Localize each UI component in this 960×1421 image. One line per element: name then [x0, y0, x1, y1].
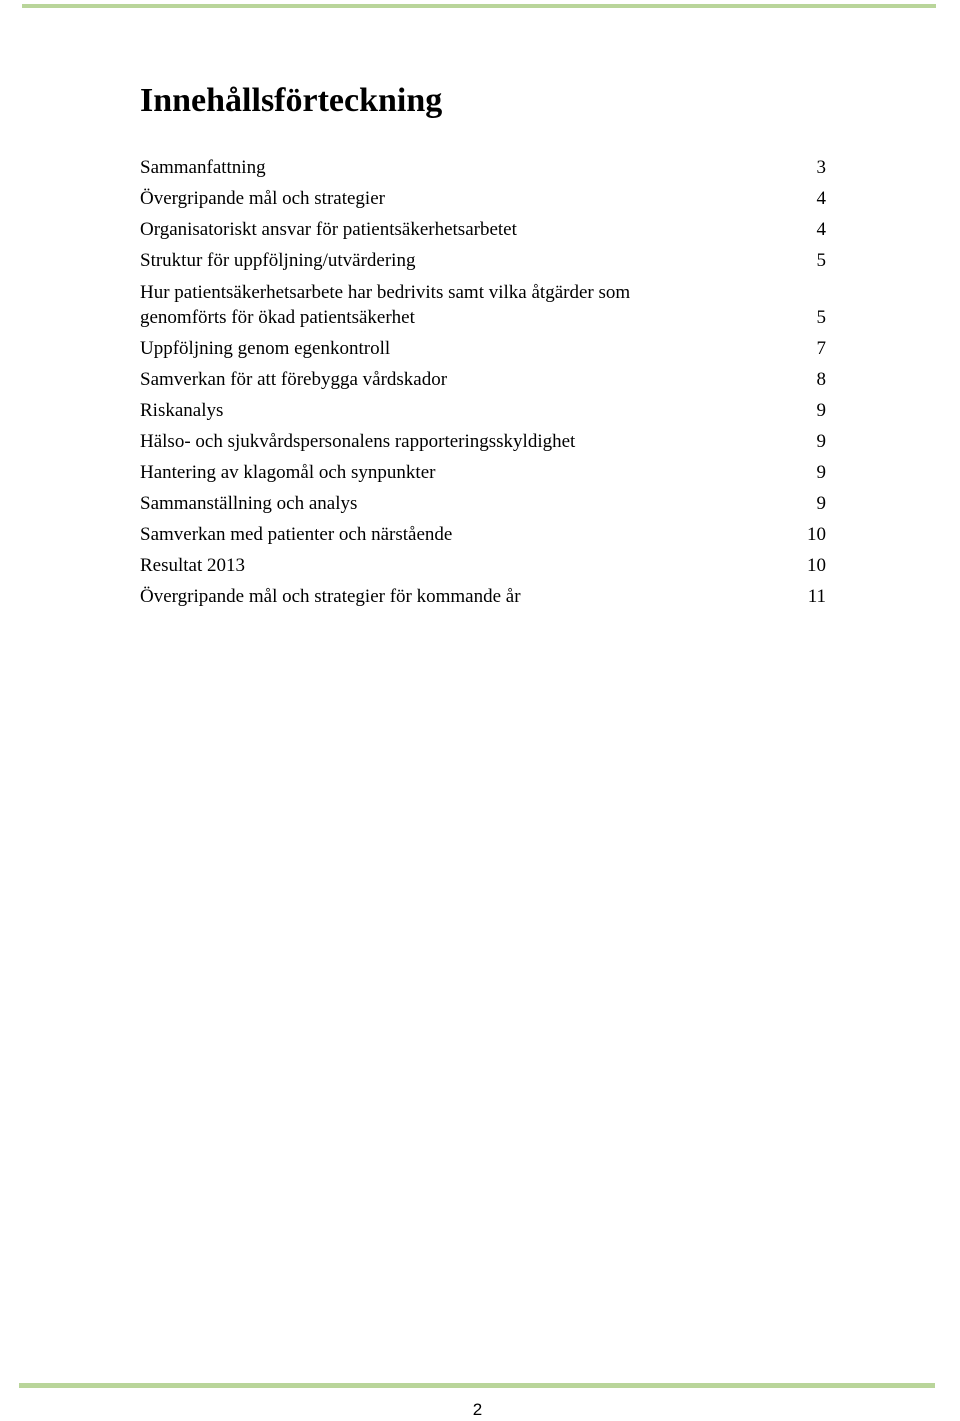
- toc-entry-label: Hantering av klagomål och synpunkter: [140, 462, 436, 483]
- toc-entry-page: 8: [816, 369, 826, 390]
- toc-entry-label: Sammanfattning: [140, 157, 266, 178]
- toc-entry-label: Samverkan med patienter och närstående: [140, 524, 453, 545]
- toc-entry-patientsakerhetsarbete[interactable]: [140, 280, 826, 330]
- toc-entry-page: 9: [816, 462, 826, 483]
- toc-entry-samverkan-patienter[interactable]: [140, 523, 826, 547]
- toc-entry-label: Hur patientsäkerhetsarbete har bedrivits samt vilka åtgärder som genomförts för ökad patientsäkerhet: [140, 282, 631, 328]
- toc-entry-riskanalys[interactable]: [140, 399, 826, 423]
- toc-entry-label: Hälso- och sjukvårdspersonalens rapporteringsskyldighet: [140, 431, 576, 452]
- toc-entry-kommande-ar[interactable]: [140, 585, 826, 609]
- toc-entry-sammanfattning[interactable]: [140, 156, 826, 180]
- toc-entry-page: 10: [807, 524, 826, 545]
- toc-entry-label: Sammanställning och analys: [140, 493, 358, 514]
- toc-entry-organisatoriskt-ansvar[interactable]: [140, 218, 826, 242]
- page-number: 2: [472, 1400, 483, 1419]
- toc-entry-page: 9: [816, 431, 826, 452]
- toc-entry-page: 5: [816, 250, 826, 271]
- toc-entry-page: 5: [816, 307, 826, 328]
- toc-entry-label: Riskanalys: [140, 400, 224, 421]
- toc-entry-label: Resultat 2013: [140, 555, 246, 576]
- toc-entry-struktur-uppfoljning[interactable]: [140, 249, 826, 273]
- page-title: Innehållsförteckning: [140, 82, 443, 119]
- toc-entry-page: 9: [816, 400, 826, 421]
- toc-entry-page: 3: [816, 157, 826, 178]
- toc-entry-page: 11: [807, 586, 826, 607]
- toc-entry-label: Organisatoriskt ansvar för patientsäkerhetsarbetet: [140, 219, 517, 240]
- toc-entry-page: 9: [816, 493, 826, 514]
- toc-entry-label: Struktur för uppföljning/utvärdering: [140, 250, 416, 271]
- toc-entry-page: 10: [807, 555, 826, 576]
- toc-entry-label: Samverkan för att förebygga vårdskador: [140, 369, 448, 390]
- toc-entry-egenkontroll[interactable]: [140, 337, 826, 361]
- toc-entry-klagomal[interactable]: [140, 461, 826, 485]
- toc-entry-page: 7: [816, 338, 826, 359]
- toc-entry-overgripande-mal[interactable]: [140, 187, 826, 211]
- toc-entry-samverkan-vardskador[interactable]: [140, 368, 826, 392]
- footer-rule: [19, 1383, 935, 1388]
- toc-entry-label: Uppföljning genom egenkontroll: [140, 338, 391, 359]
- toc-entry-label: Övergripande mål och strategier för kommande år: [140, 586, 521, 607]
- toc-entry-rapporteringsskyldighet[interactable]: [140, 430, 826, 454]
- toc-entry-page: 4: [816, 188, 826, 209]
- toc-entry-label: Övergripande mål och strategier: [140, 188, 385, 209]
- header-rule: [22, 4, 936, 8]
- toc-entry-page: 4: [816, 219, 826, 240]
- toc-entry-sammanstallning[interactable]: [140, 492, 826, 516]
- table-of-contents: [140, 156, 826, 616]
- toc-entry-resultat[interactable]: [140, 554, 826, 578]
